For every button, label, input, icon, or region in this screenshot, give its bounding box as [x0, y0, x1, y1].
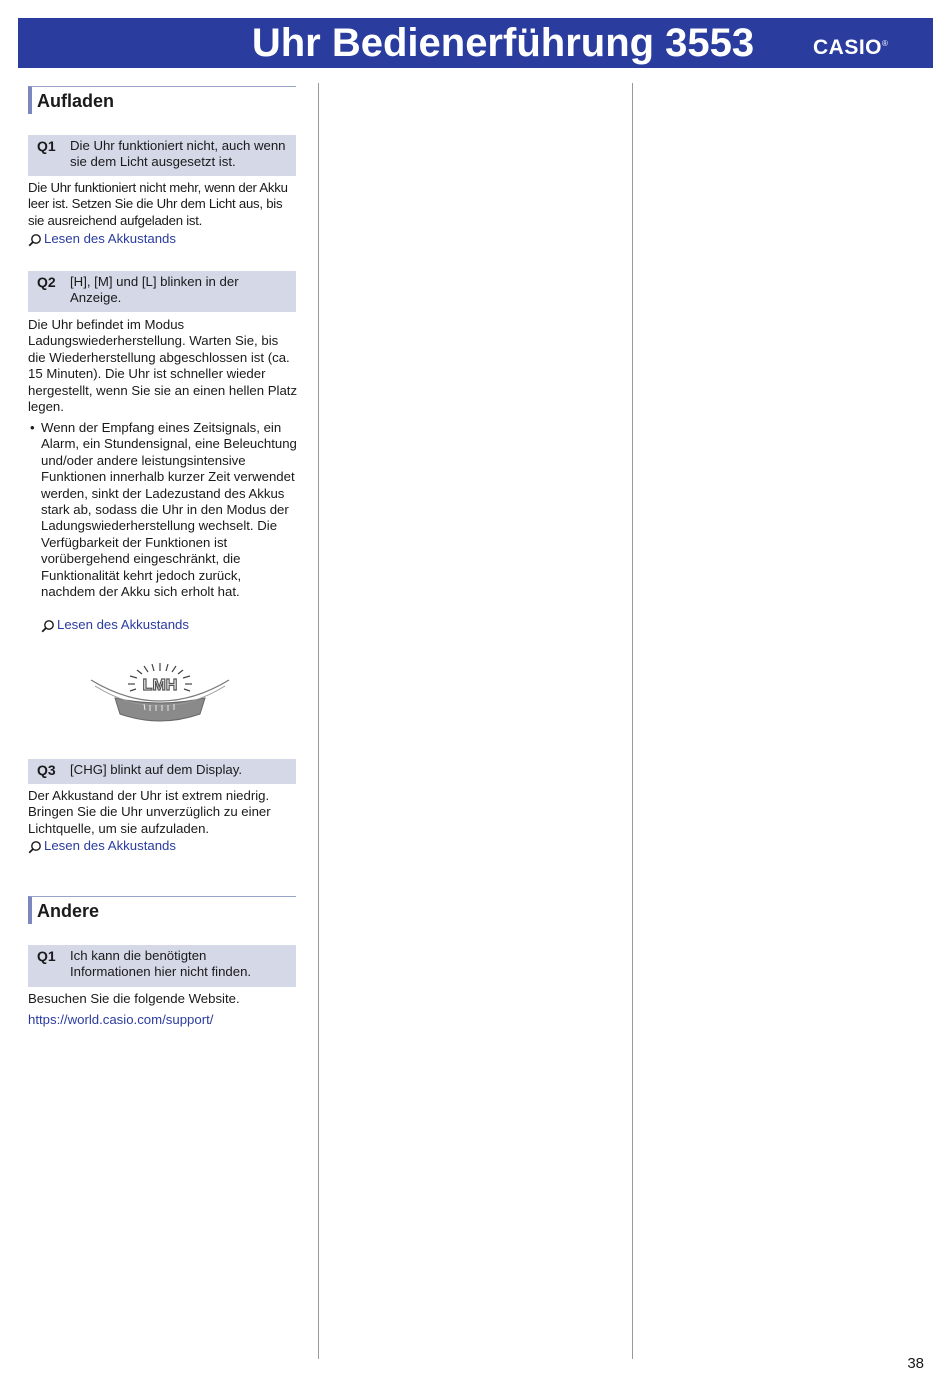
- casio-logo: [813, 33, 888, 59]
- question-text: [CHG] blinkt auf dem Display.: [70, 762, 242, 777]
- question-number: Q2: [37, 274, 56, 290]
- question-box: [28, 271, 296, 312]
- section-heading-text: Aufladen: [37, 91, 115, 111]
- question-text: [H], [M] und [L] blinken in der Anzeige.: [70, 274, 239, 306]
- question-box: [28, 945, 296, 987]
- question-box: [28, 759, 296, 784]
- magnifier-icon: [41, 619, 55, 633]
- answer-text: Der Akkustand der Uhr ist extrem niedrig. Bringen Sie die Uhr unverzüglich zu einer Lichtquelle, um sie aufzuladen.: [28, 788, 271, 836]
- bullet-marker: •: [30, 420, 35, 435]
- registered-mark: ®: [882, 39, 888, 48]
- link-text[interactable]: Lesen des Akkustands: [44, 838, 176, 853]
- link-text[interactable]: Lesen des Akkustands: [44, 231, 176, 246]
- magnifier-icon: [28, 233, 42, 247]
- question-text: Die Uhr funktioniert nicht, auch wenn sie dem Licht ausgesetzt ist.: [70, 138, 286, 170]
- column-divider: [318, 83, 319, 1359]
- question-number: Q3: [37, 762, 56, 778]
- page-number: 38: [907, 1355, 924, 1372]
- question-number: Q1: [37, 948, 56, 964]
- lmh-indicator-illustration: [88, 658, 232, 724]
- question-number: Q1: [37, 138, 56, 154]
- support-url-link[interactable]: https://world.casio.com/support/: [28, 1012, 214, 1027]
- answer-text: Die Uhr funktioniert nicht mehr, wenn der Akku leer ist. Setzen Sie die Uhr dem Licht aus, bis sie ausreichend aufgeladen ist.: [28, 180, 288, 228]
- bullet-text: Wenn der Empfang eines Zeitsignals, ein Alarm, ein Stundensignal, eine Beleuchtung und/oder andere leistungsintensive Funktionen innerhalb kurzer Zeit verwendet werden, sinkt der Ladezustand des Akkus stark ab, sodass die Uhr in den Modus der Ladungswiederherstellung wechselt. Die Verfügbarkeit der Funktionen ist vorübergehend eingeschränkt, die Funktionalität kehrt jedoch zurück, nachdem der Akku sich erholt hat.: [41, 420, 297, 600]
- section-heading-aufladen: [28, 86, 296, 114]
- section-heading-text: Andere: [37, 901, 100, 921]
- question-box: [28, 135, 296, 176]
- page-header: [18, 18, 933, 68]
- question-text: Ich kann die benötigten Informationen hier nicht finden.: [70, 948, 252, 980]
- answer-text: Besuchen Sie die folgende Website.: [28, 991, 240, 1006]
- page-title: Uhr Bedienerführung 3553: [251, 21, 755, 65]
- brand-name: CASIO: [813, 36, 883, 59]
- lmh-label: LMH: [142, 677, 178, 694]
- section-heading-andere: [28, 896, 296, 924]
- column-divider: [632, 83, 633, 1359]
- link-text[interactable]: Lesen des Akkustands: [57, 617, 189, 632]
- magnifier-icon: [28, 840, 42, 854]
- answer-text: Die Uhr befindet im Modus Ladungswiederherstellung. Warten Sie, bis die Wiederherstellung abgeschlossen ist (ca. 15 Minuten). Die Uhr ist schneller wieder hergestellt, wenn Sie sie an einen hellen Platz legen.: [28, 317, 298, 415]
